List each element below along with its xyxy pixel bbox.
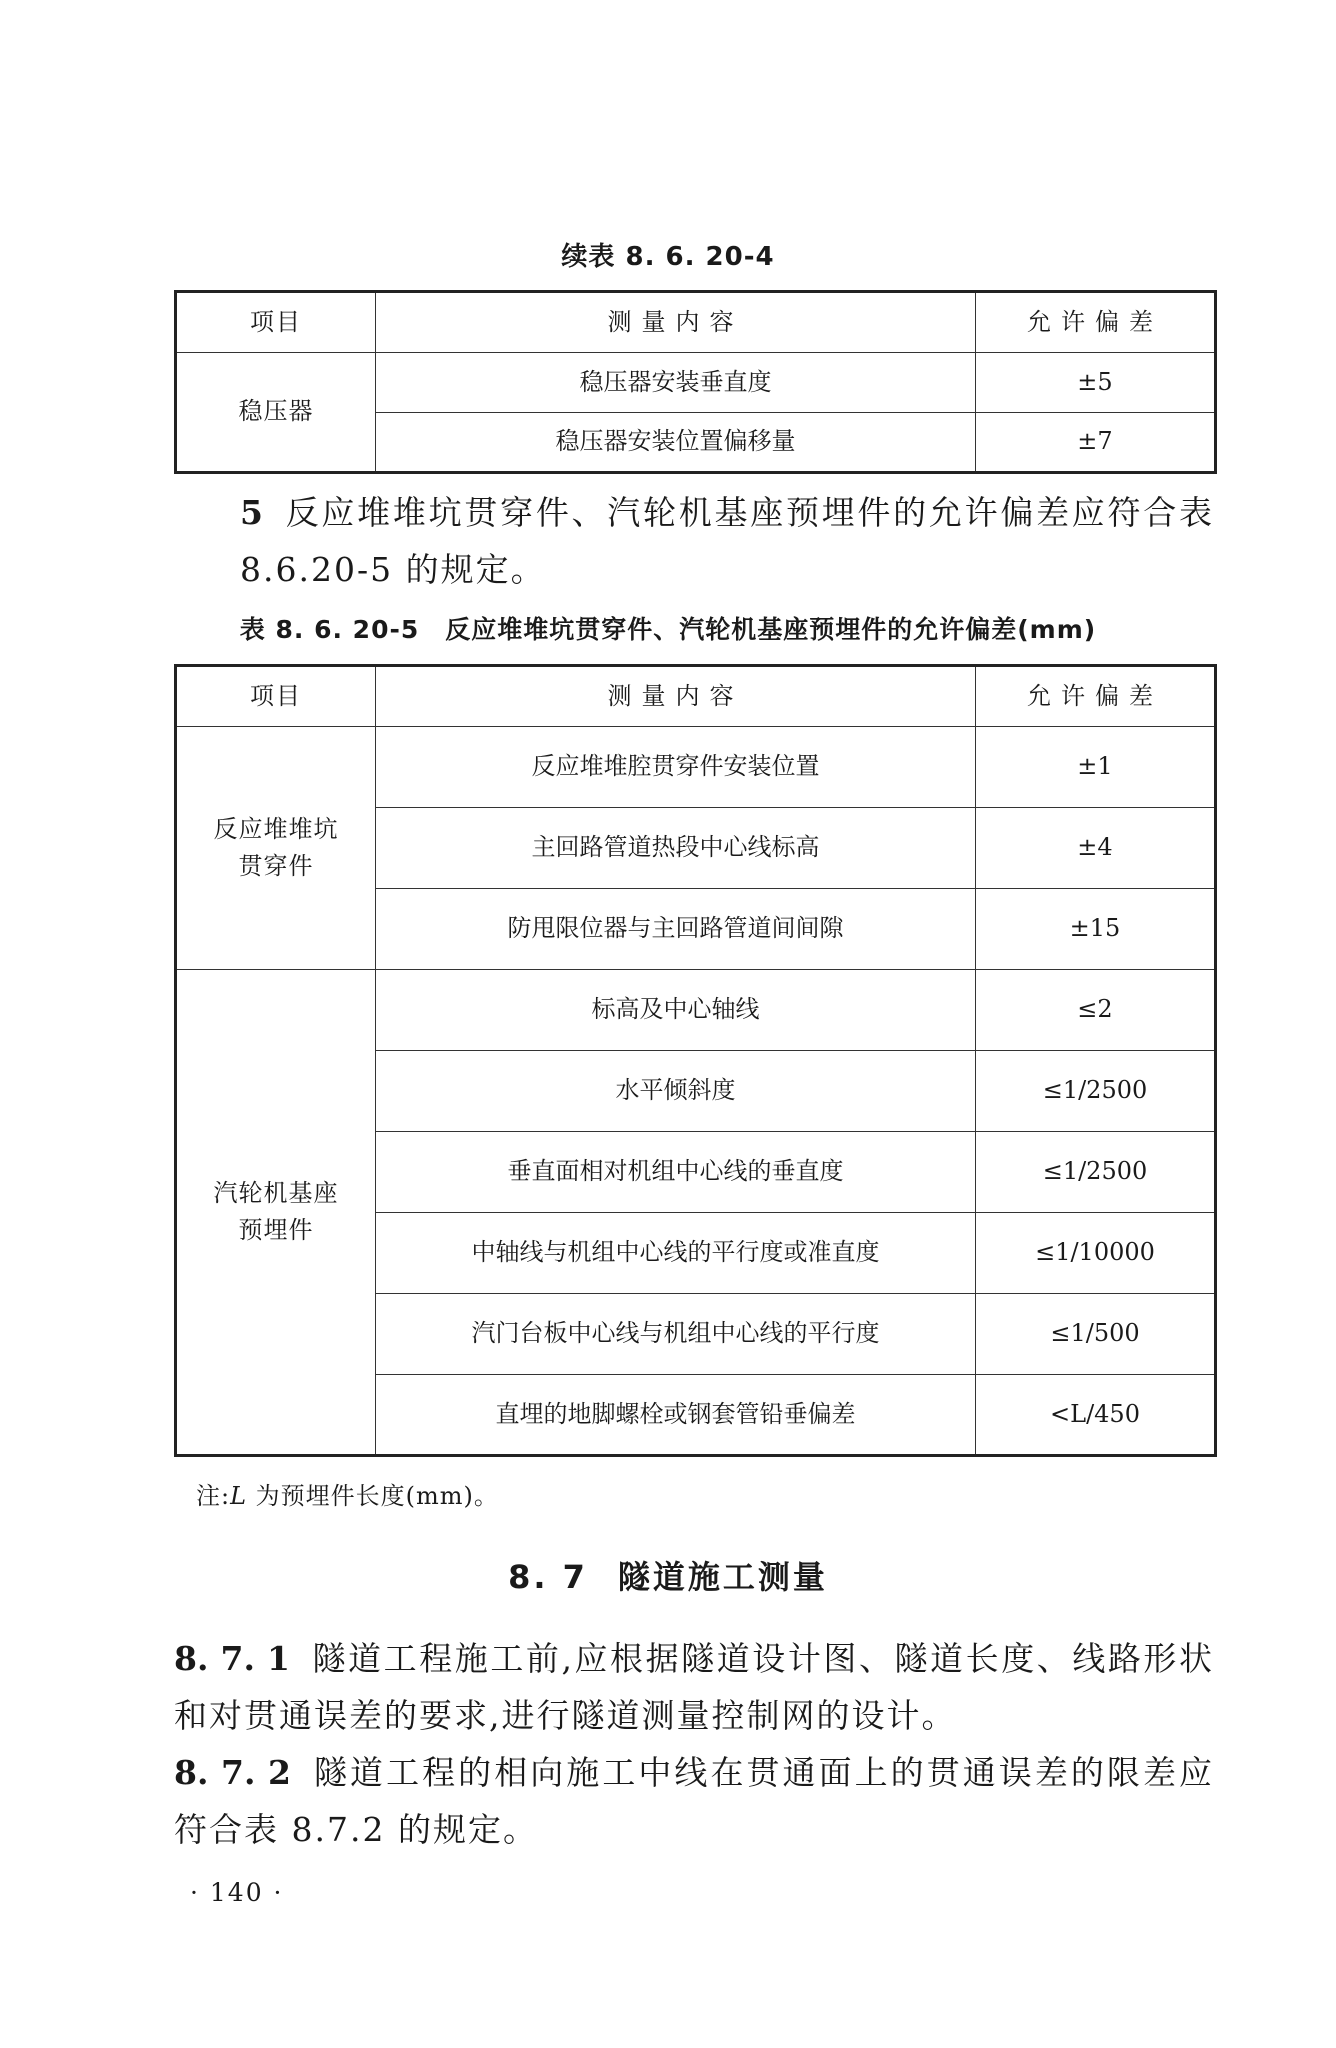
table-header-row [176, 666, 1216, 727]
row-content: 稳压器安装垂直度 [376, 353, 976, 413]
row-tolerance: ≤1/500 [976, 1294, 1216, 1375]
table-header-row [176, 292, 1216, 353]
header-tolerance: 允许偏差 [976, 666, 1216, 727]
header-content: 测量内容 [376, 292, 976, 353]
table-8-6-20-5 [174, 664, 1217, 1457]
note-variable: L [230, 1482, 248, 1510]
note-suffix: 为预埋件长度(mm)。 [247, 1482, 499, 1510]
header-item: 项目 [176, 292, 376, 353]
table-row [176, 727, 1216, 808]
table-caption: 表 8. 6. 20-5 反应堆堆坑贯穿件、汽轮机基座预埋件的允许偏差(mm) [239, 615, 1097, 644]
row-tolerance: ±1 [976, 727, 1216, 808]
row-tolerance: ≤1/2500 [976, 1132, 1216, 1213]
clause-8-7-2 [174, 1744, 1214, 1858]
table-row [176, 353, 1216, 413]
section-title: 隧道施工测量 [617, 1558, 828, 1596]
clause-text: 隧道工程的相向施工中线在贯通面上的贯通误差的限差应符合表 8.7.2 的规定。 [174, 1753, 1215, 1849]
section-heading [0, 1552, 1336, 1598]
item-number: 5 [240, 493, 263, 532]
group-label: 稳压器 [176, 353, 376, 473]
clause-number: 8. 7. 1 [174, 1639, 290, 1678]
section-number: 8. 7 [508, 1558, 588, 1596]
clause-item-5 [174, 484, 1214, 598]
row-content: 中轴线与机组中心线的平行度或准直度 [376, 1213, 976, 1294]
row-tolerance: ±15 [976, 889, 1216, 970]
item-text: 反应堆堆坑贯穿件、汽轮机基座预埋件的允许偏差应符合表 8.6.20-5 的规定。 [240, 493, 1214, 589]
row-tolerance: ±7 [976, 413, 1216, 473]
header-content: 测量内容 [376, 666, 976, 727]
table-continued-caption: 续表 8. 6. 20-4 [561, 242, 775, 272]
table-note [196, 1476, 499, 1511]
group-label-line: 反应堆堆坑 [213, 814, 339, 843]
page-number: · 140 · [190, 1878, 284, 1907]
table-8-6-20-4-continued [174, 290, 1217, 474]
group-label-reactor [176, 727, 376, 970]
row-content: 水平倾斜度 [376, 1051, 976, 1132]
row-content: 垂直面相对机组中心线的垂直度 [376, 1132, 976, 1213]
note-prefix: 注: [196, 1482, 231, 1510]
group-label-line: 预埋件 [238, 1216, 314, 1244]
group-label-line: 贯穿件 [238, 852, 314, 880]
row-content: 汽门台板中心线与机组中心线的平行度 [376, 1294, 976, 1375]
row-tolerance: ±5 [976, 353, 1216, 413]
row-content: 稳压器安装位置偏移量 [376, 413, 976, 473]
row-tolerance: ±4 [976, 808, 1216, 889]
group-label-turbine [176, 970, 376, 1456]
row-content: 直埋的地脚螺栓或钢套管铅垂偏差 [376, 1375, 976, 1456]
clause-text: 隧道工程施工前,应根据隧道设计图、隧道长度、线路形状和对贯通误差的要求,进行隧道测量控制网的设计。 [174, 1639, 1214, 1735]
table-row [176, 970, 1216, 1051]
row-tolerance: ≤1/2500 [976, 1051, 1216, 1132]
row-content: 防甩限位器与主回路管道间间隙 [376, 889, 976, 970]
row-tolerance: ≤2 [976, 970, 1216, 1051]
row-tolerance: <L/450 [976, 1375, 1216, 1456]
group-label-line: 汽轮机基座 [213, 1178, 339, 1207]
row-content: 反应堆堆腔贯穿件安装位置 [376, 727, 976, 808]
clause-8-7-1 [174, 1630, 1214, 1744]
row-content: 主回路管道热段中心线标高 [376, 808, 976, 889]
row-tolerance: ≤1/10000 [976, 1213, 1216, 1294]
row-content: 标高及中心轴线 [376, 970, 976, 1051]
clause-number: 8. 7. 2 [174, 1753, 291, 1792]
header-tolerance: 允许偏差 [976, 292, 1216, 353]
header-item: 项目 [176, 666, 376, 727]
